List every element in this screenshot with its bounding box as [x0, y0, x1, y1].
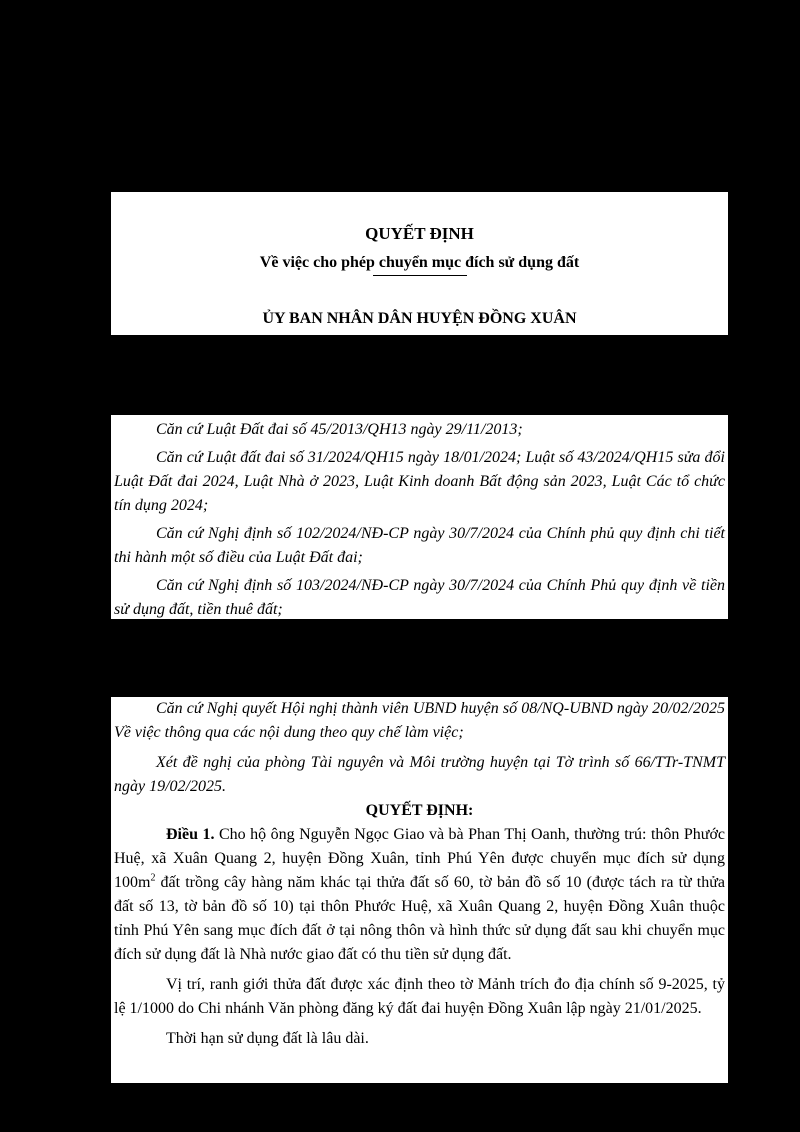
header-panel — [111, 192, 728, 335]
decision-basis-resolution: Căn cứ Nghị quyết Hội nghị thành viên UBND huyện số 08/NQ-UBND ngày 20/02/2025 Về việc thông qua các nội dung theo quy chế làm việc; — [114, 700, 725, 741]
location-paragraph: Vị trí, ranh giới thửa đất được xác định theo tờ Mảnh trích đo địa chính số 9-2025, tỷ lệ 1/1000 do Chi nhánh Văn phòng đăng ký đất đai huyện Đồng Xuân lập ngày 21/01/2025. — [114, 976, 725, 1017]
area-unit-superscript: 2 — [150, 872, 156, 884]
legal-basis-item: Căn cứ Nghị định số 102/2024/NĐ-CP ngày 30/7/2024 của Chính phủ quy định chi tiết thi hành một số điều của Luật Đất đai; — [114, 525, 725, 566]
issuing-authority: ỦY BAN NHÂN DÂN HUYỆN ĐỒNG XUÂN — [262, 310, 577, 327]
legal-basis-item: Căn cứ Luật Đất đai số 45/2013/QH13 ngày 29/11/2013; — [156, 421, 523, 438]
legal-basis-item: Căn cứ Luật đất đai số 31/2024/QH15 ngày 18/01/2024; Luật số 43/2024/QH15 sửa đổi Luật Đất đai 2024, Luật Nhà ở 2023, Luật Kinh doanh Bất động sản 2023, Luật Các tổ chức tín dụng 2024; — [114, 449, 725, 514]
decision-heading: QUYẾT ĐỊNH: — [365, 802, 474, 819]
article-1 — [114, 823, 725, 967]
decision-basis-proposal: Xét đề nghị của phòng Tài nguyên và Môi trường huyện tại Tờ trình số 66/TTr-TNMT ngày 19/02/2025. — [114, 754, 725, 795]
document-title: QUYẾT ĐỊNH — [365, 224, 474, 243]
legal-basis-panel — [111, 415, 728, 619]
decision-panel — [111, 697, 728, 1083]
duration-paragraph: Thời hạn sử dụng đất là lâu dài. — [166, 1030, 369, 1047]
document-subtitle: Về việc cho phép chuyển mục đích sử dụng đất — [259, 254, 580, 271]
subtitle-underline — [373, 275, 467, 276]
legal-basis-item: Căn cứ Nghị định số 103/2024/NĐ-CP ngày 30/7/2024 của Chính Phủ quy định về tiền sử dụng đất, tiền thuê đất; — [114, 577, 725, 618]
article-label: Điều 1. — [166, 826, 215, 843]
article-text-part-a: Cho hộ ông Nguyễn Ngọc Giao và bà Phan Thị Oanh, thường trú: thôn Phước Huệ, xã Xuân Quang 2, huyện Đồng Xuân, tỉnh Phú Yên được chuyển mục đích sử dụng 100m — [114, 826, 725, 891]
article-text-part-b: đất trồng cây hàng năm khác tại thửa đất số 60, tờ bản đồ số 10 (được tách ra từ thửa đất số 13, tờ bản đồ số 10) tại thôn Phước Huệ, xã Xuân Quang 2, huyện Đồng Xuân thuộc tỉnh Phú Yên sang mục đích đất ở tại nông thôn và hình thức sử dụng đất sau khi chuyển mục đích sử dụng đất là Nhà nước giao đất có thu tiền sử dụng đất. — [114, 874, 725, 963]
